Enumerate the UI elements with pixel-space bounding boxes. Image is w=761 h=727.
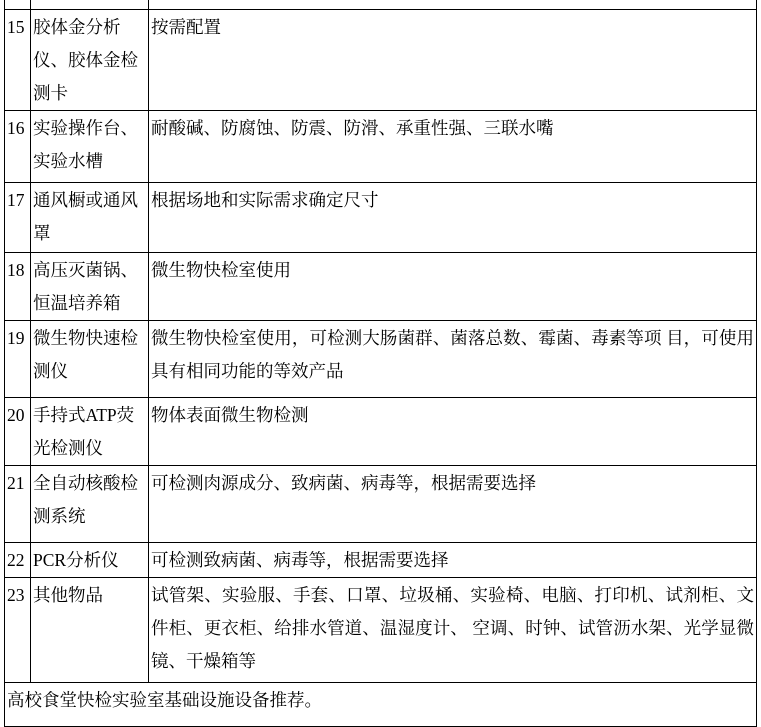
row-number: 20 bbox=[5, 397, 31, 465]
table-row bbox=[5, 182, 757, 252]
equipment-name: 通风橱或通风罩 bbox=[31, 182, 149, 252]
equipment-description: 可检测致病菌、病毒等，根据需要选择 bbox=[149, 542, 757, 577]
equipment-name: 微生物快速检测仪 bbox=[31, 320, 149, 397]
table-row bbox=[5, 110, 757, 182]
row-number: 16 bbox=[5, 110, 31, 182]
row-number: 21 bbox=[5, 465, 31, 542]
equipment-description: 试管架、实验服、手套、口罩、垃圾桶、实验椅、电脑、打印机、试剂柜、文件柜、更衣柜、给排水管道、温湿度计、 空调、时钟、试管沥水架、光学显微镜、干燥箱等 bbox=[149, 577, 757, 682]
table-footer-note: 高校食堂快检实验室基础设施设备推荐。 bbox=[5, 682, 757, 726]
row-number: 18 bbox=[5, 252, 31, 320]
equipment-description: 按需配置 bbox=[149, 9, 757, 110]
equipment-description: 物体表面微生物检测 bbox=[149, 397, 757, 465]
equipment-description: 微生物快检室使用，可检测大肠菌群、菌落总数、霉菌、毒素等项 目，可使用具有相同功能的等效产品 bbox=[149, 320, 757, 397]
equipment-description: 根据场地和实际需求确定尺寸 bbox=[149, 182, 757, 252]
equipment-description: 微生物快检室使用 bbox=[149, 252, 757, 320]
table-row bbox=[5, 397, 757, 465]
equipment-name: 全自动核酸检测系统 bbox=[31, 465, 149, 542]
equipment-name: 实验操作台、实验水槽 bbox=[31, 110, 149, 182]
row-number: 22 bbox=[5, 542, 31, 577]
equipment-description: 耐酸碱、防腐蚀、防震、防滑、承重性强、三联水嘴 bbox=[149, 110, 757, 182]
table-row bbox=[5, 9, 757, 110]
table-row bbox=[5, 542, 757, 577]
equipment-name: 其他物品 bbox=[31, 577, 149, 682]
row-number: 15 bbox=[5, 9, 31, 110]
table-row bbox=[5, 252, 757, 320]
empty-cell bbox=[31, 0, 149, 9]
row-number: 23 bbox=[5, 577, 31, 682]
table-row bbox=[5, 577, 757, 682]
empty-cell bbox=[149, 0, 757, 9]
table-row bbox=[5, 465, 757, 542]
table-footer-row bbox=[5, 682, 757, 726]
row-number: 19 bbox=[5, 320, 31, 397]
empty-cell bbox=[5, 0, 31, 9]
equipment-name: 高压灭菌锅、恒温培养箱 bbox=[31, 252, 149, 320]
equipment-name: 胶体金分析仪、胶体金检测卡 bbox=[31, 9, 149, 110]
equipment-name: 手持式ATP荧光检测仪 bbox=[31, 397, 149, 465]
table-row-partial bbox=[5, 0, 757, 9]
equipment-table bbox=[4, 0, 757, 727]
row-number: 17 bbox=[5, 182, 31, 252]
equipment-description: 可检测肉源成分、致病菌、病毒等，根据需要选择 bbox=[149, 465, 757, 542]
equipment-name: PCR分析仪 bbox=[31, 542, 149, 577]
table-row bbox=[5, 320, 757, 397]
